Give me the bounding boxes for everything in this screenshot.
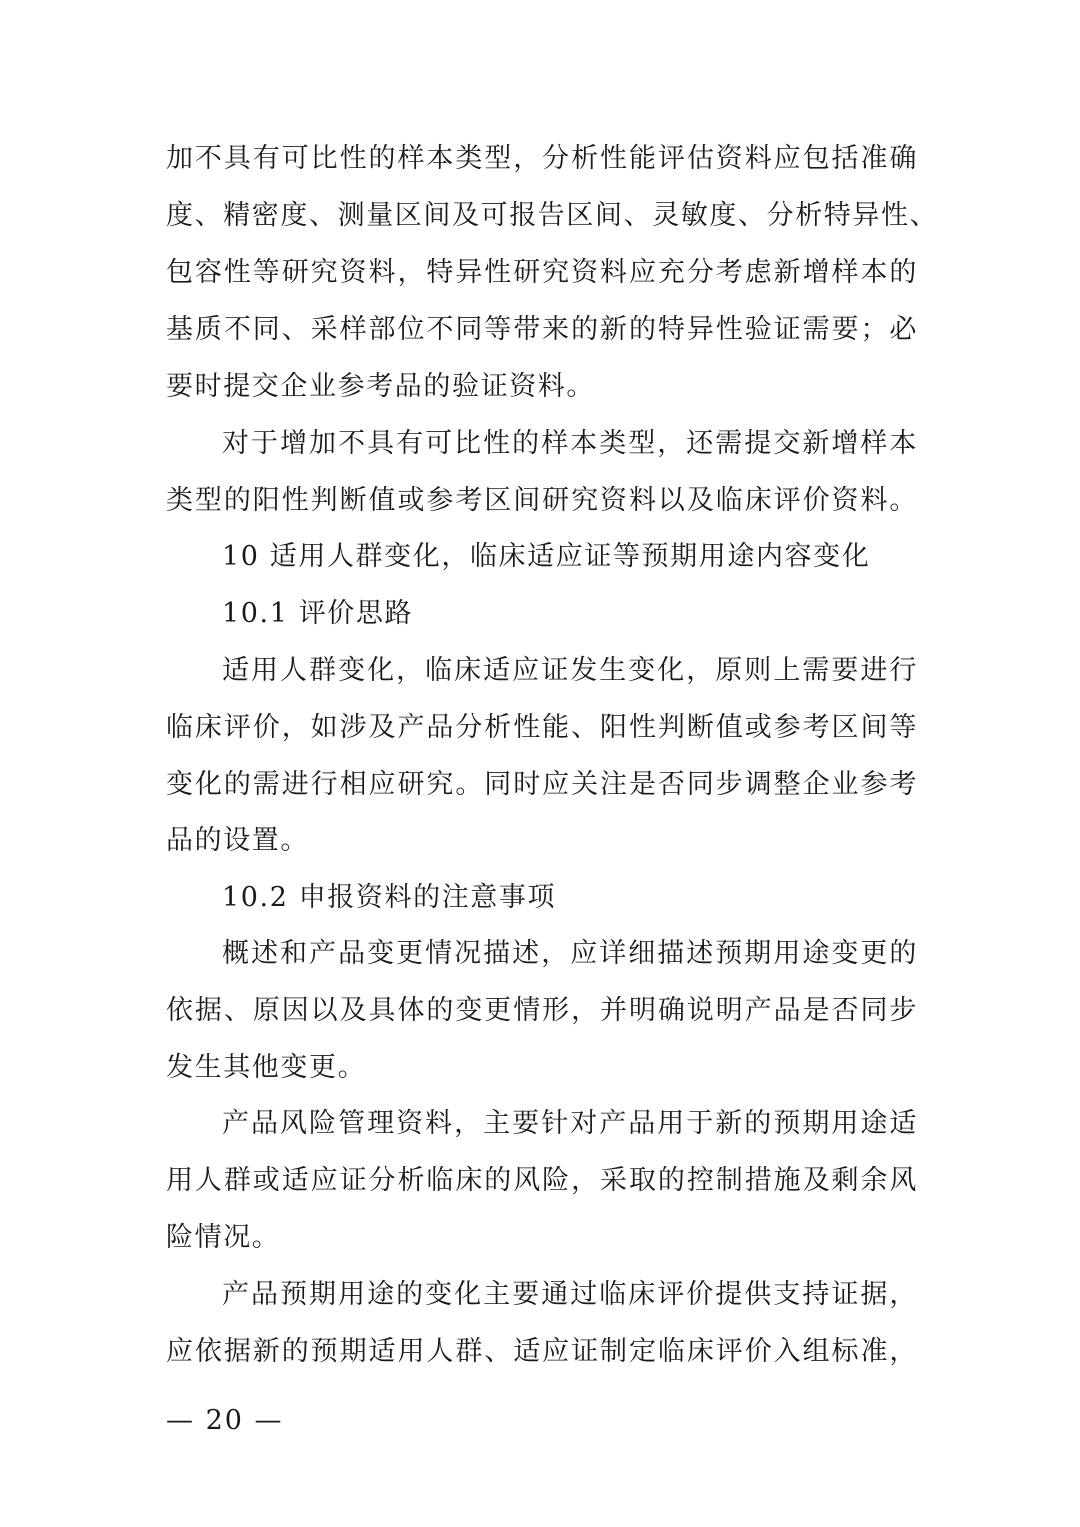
paragraph-line: 类型的阳性判断值或参考区间研究资料以及临床评价资料。	[166, 485, 918, 516]
paragraph-line: 产品预期用途的变化主要通过临床评价提供支持证据，	[222, 1279, 918, 1310]
paragraph-line: 险情况。	[166, 1222, 281, 1253]
paragraph-line: 变化的需进行相应研究。同时应关注是否同步调整企业参考	[166, 769, 918, 800]
paragraph-line: 应依据新的预期适用人群、适应证制定临床评价入组标准，	[166, 1336, 918, 1367]
section-heading: 10 适用人群变化，临床适应证等预期用途内容变化	[222, 541, 871, 572]
paragraph-line: 临床评价，如涉及产品分析性能、阳性判断值或参考区间等	[166, 712, 918, 743]
paragraph-line: 包容性等研究资料，特异性研究资料应充分考虑新增样本的	[166, 257, 918, 288]
paragraph-line: 对于增加不具有可比性的样本类型，还需提交新增样本	[222, 428, 918, 459]
subsection-heading: 10.1 评价思路	[222, 598, 414, 629]
paragraph-line: 加不具有可比性的样本类型，分析性能评估资料应包括准确	[166, 143, 918, 174]
paragraph-line: 基质不同、采样部位不同等带来的新的特异性验证需要；必	[166, 314, 918, 345]
paragraph-line: 依据、原因以及具体的变更情形，并明确说明产品是否同步	[166, 995, 918, 1026]
page-number: — 20 —	[166, 1405, 284, 1436]
subsection-heading: 10.2 申报资料的注意事项	[222, 882, 557, 913]
paragraph-line: 品的设置。	[166, 825, 309, 856]
paragraph-line: 要时提交企业参考品的验证资料。	[166, 371, 595, 402]
paragraph-line: 度、精密度、测量区间及可报告区间、灵敏度、分析特异性、	[166, 200, 939, 231]
paragraph-line: 产品风险管理资料，主要针对产品用于新的预期用途适	[222, 1108, 918, 1139]
paragraph-line: 适用人群变化，临床适应证发生变化，原则上需要进行	[222, 655, 918, 686]
paragraph-line: 发生其他变更。	[166, 1052, 367, 1083]
paragraph-line: 概述和产品变更情况描述，应详细描述预期用途变更的	[222, 938, 918, 969]
paragraph-line: 用人群或适应证分析临床的风险，采取的控制措施及剩余风	[166, 1165, 918, 1196]
